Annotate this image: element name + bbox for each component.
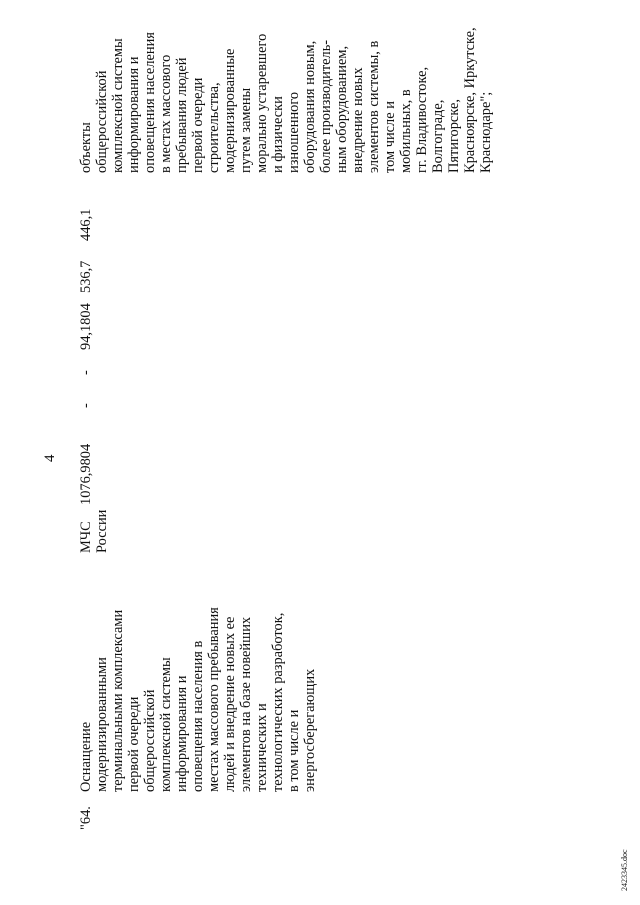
result-line: Пятигорске, [446, 99, 462, 173]
measure-name-line: информирования и [174, 675, 190, 792]
result-line: морально устаревшего [254, 33, 270, 173]
result-line: Краснодаре"; [478, 91, 494, 173]
year-amount-3: 446,1 [78, 208, 94, 241]
measure-name-line: общероссийской [142, 689, 158, 792]
result-line: общероссийской [94, 70, 110, 173]
result-line: более производитель- [318, 39, 334, 173]
year-amount-2: 536,7 [78, 260, 94, 293]
result-line: модернизированные [222, 48, 238, 173]
measure-name-line: элементов на базе новейших [238, 616, 254, 792]
measure-name-line: в том числе и [286, 709, 302, 792]
measure-name-line: терминальными комплексами [110, 609, 126, 792]
executor-cell [78, 510, 110, 553]
year-amount-1: 94,1804 [78, 303, 94, 350]
measure-name-line: оповещения населения в [190, 640, 206, 792]
result-line: изношенного [286, 91, 302, 173]
regional-budget-amount: - [78, 370, 94, 375]
executor-line: МЧС [78, 521, 94, 553]
result-line: элементов системы, в [366, 40, 382, 173]
measure-name-line: людей и внедрение новых ее [222, 616, 238, 792]
result-line: Волгограде, [430, 99, 446, 173]
total-amount: 1076,9804 [78, 443, 94, 505]
result-line: комплексной системы [110, 38, 126, 173]
result-line: объекты [78, 122, 94, 173]
measure-name-line: модернизированными [94, 657, 110, 792]
result-line: путем замены [238, 87, 254, 173]
measure-name-line: Оснащение [78, 721, 94, 792]
executor-line: России [94, 509, 110, 553]
result-line: информирования и [126, 56, 142, 173]
result-line: Красноярске, Иркутске, [462, 27, 478, 173]
result-line: пребывания людей [174, 57, 190, 173]
result-line: мобильных, в [398, 89, 414, 173]
measure-name-line: комплексной системы [158, 657, 174, 792]
row-number: "64. [78, 806, 94, 830]
result-line: внедрение новых [350, 67, 366, 173]
expected-result-cell [78, 27, 494, 173]
result-line: первой очереди [190, 77, 206, 173]
measure-name-cell [78, 607, 318, 792]
measure-name-line: первой очереди [126, 696, 142, 792]
page-number: 4 [42, 454, 58, 462]
measure-name-line: технических и [254, 703, 270, 792]
measure-name-line: технологических разработок, [270, 612, 286, 792]
federal-budget-amount: - [78, 403, 94, 408]
result-line: оборудования новым, [302, 40, 318, 173]
result-line: оповещения населения [142, 32, 158, 173]
result-line: том числе и [382, 101, 398, 173]
measure-name-line: местах массового пребывания [206, 607, 222, 792]
result-line: в местах массового [158, 54, 174, 173]
result-line: строительства, [206, 82, 222, 173]
result-line: гг. Владивостоке, [414, 66, 430, 173]
measure-name-line: энергосберегающих [302, 668, 318, 792]
result-line: ным оборудованием, [334, 45, 350, 173]
document-filename: 2423345.doc [620, 849, 629, 891]
result-line: и физически [270, 96, 286, 173]
